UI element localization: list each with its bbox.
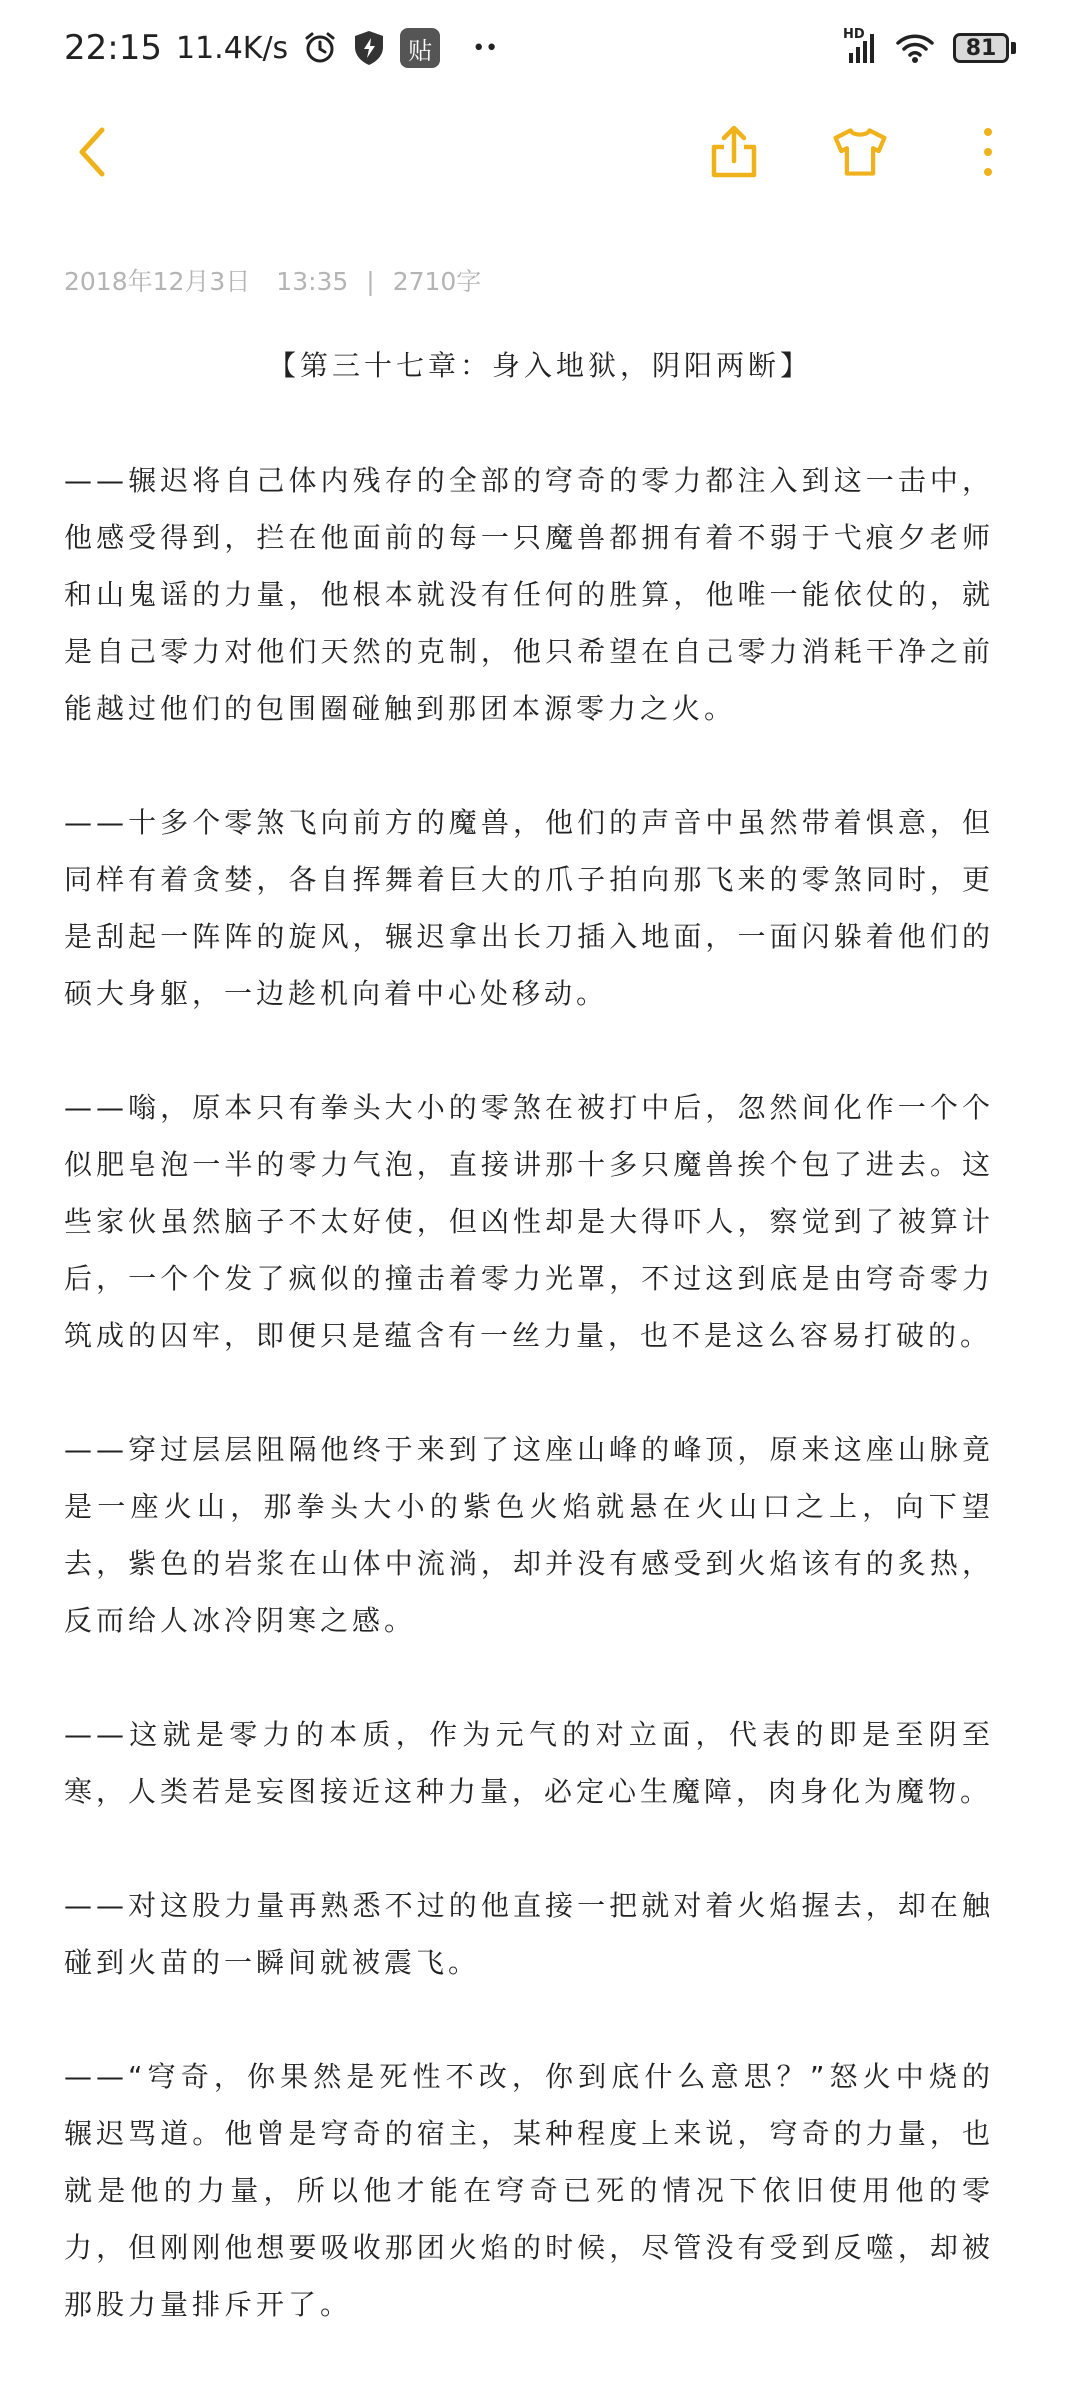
note-toolbar [0, 100, 1080, 200]
share-button[interactable] [704, 122, 764, 182]
theme-button[interactable] [830, 122, 890, 182]
theme-shirt-icon [830, 124, 890, 180]
back-icon [72, 124, 112, 180]
chapter-title: 【第三十七章：身入地狱，阴阳两断】 [267, 349, 812, 382]
shield-bolt-icon [352, 29, 386, 67]
note-meta [64, 262, 481, 298]
battery-icon [953, 33, 1016, 63]
status-left [64, 28, 498, 68]
paragraph: ——嗡，原本只有拳头大小的零煞在被打中后，忽然间化作一个个似肥皂泡一半的零力气泡，直接讲那十多只魔兽挨个包了进去。这些家伙虽然脑子不太好使，但凶性却是大得吓人，察觉到了被算计后，一个个发了疯似的撞击着零力光罩，不过这到底是由穹奇零力筑成的囚牢，即便只是蕴含有一丝力量，也不是这么容易打破的。 [64, 1091, 994, 1352]
back-button[interactable] [62, 122, 122, 182]
status-bar [0, 0, 1080, 96]
network-speed: 11.4K/s [175, 30, 289, 66]
battery-tip [1011, 42, 1016, 54]
note-date: 2018年12月3日 [64, 267, 251, 296]
sticker-icon: 贴 [400, 28, 440, 68]
status-time: 22:15 [64, 28, 162, 68]
more-button[interactable] [958, 122, 1018, 182]
paragraph: ——穿过层层阻隔他终于来到了这座山峰的峰顶，原来这座山脉竟是一座火山，那拳头大小的紫色火焰就悬在火山口之上，向下望去，紫色的岩浆在山体中流淌，却并没有感受到火焰该有的炙热，反而给人冰冷阴寒之感。 [64, 1433, 994, 1637]
more-notifications-icon: •• [472, 35, 499, 61]
signal-icon [843, 27, 877, 65]
paragraph: ——对这股力量再熟悉不过的他直接一把就对着火焰握去，却在触碰到火苗的一瞬间就被震飞。 [64, 1889, 994, 1979]
wifi-icon [895, 31, 935, 65]
note-body[interactable] [64, 452, 994, 2390]
paragraph: ——辗迟将自己体内残存的全部的穹奇的零力都注入到这一击中，他感受得到，拦在他面前的每一只魔兽都拥有着不弱于弋痕夕老师和山鬼谣的力量，他根本就没有任何的胜算，他唯一能依仗的，就是自己零力对他们天然的克制，他只希望在自己零力消耗干净之前能越过他们的包围圈碰触到那团本源零力之火。 [64, 464, 994, 725]
network-type-label: HD [843, 27, 865, 42]
meta-separator: | [366, 267, 375, 296]
more-icon [980, 124, 996, 180]
paragraph: ——“穹奇，你果然是死性不改，你到底什么意思？”怒火中烧的辗迟骂道。他曾是穹奇的宿主，某种程度上来说，穹奇的力量，也就是他的力量，所以他才能在穹奇已死的情况下依旧使用他的零力，但刚刚他想要吸收那团火焰的时候，尽管没有受到反噬，却被那股力量排斥开了。 [64, 2060, 994, 2321]
paragraph: ——这就是零力的本质，作为元气的对立面，代表的即是至阴至寒，人类若是妄图接近这种力量，必定心生魔障，肉身化为魔物。 [64, 1718, 994, 1808]
battery-level: 81 [953, 33, 1009, 63]
status-right [843, 27, 1016, 65]
share-icon [706, 123, 762, 181]
note-time: 13:35 [276, 267, 349, 296]
alarm-icon [302, 30, 338, 66]
word-count: 2710字 [392, 267, 482, 296]
paragraph: ——十多个零煞飞向前方的魔兽，他们的声音中虽然带着惧意，但同样有着贪婪，各自挥舞着巨大的爪子拍向那飞来的零煞同时，更是刮起一阵阵的旋风，辗迟拿出长刀插入地面，一面闪躲着他们的硕大身躯，一边趁机向着中心处移动。 [64, 806, 994, 1010]
